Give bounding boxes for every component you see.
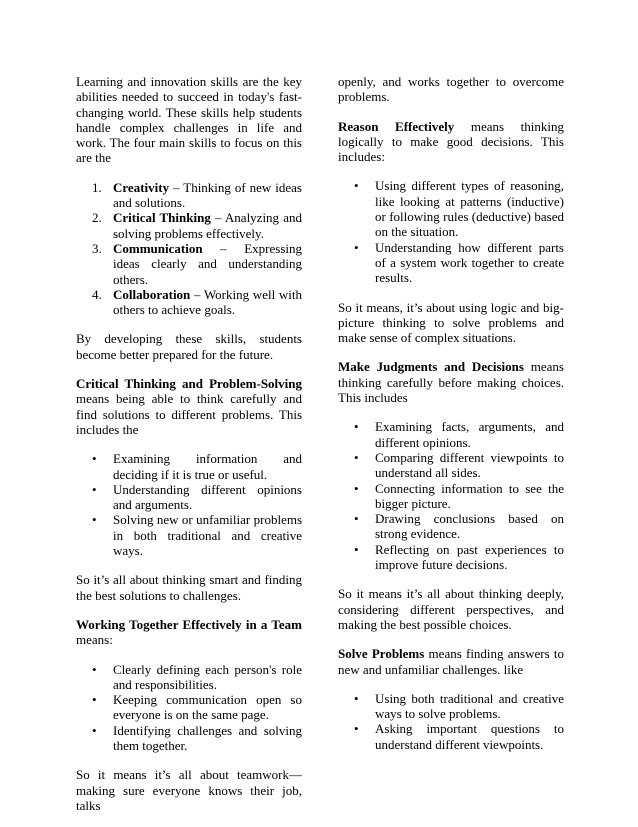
reason-paragraph: Reason Effectively means thinking logically to make good decisions. This includes: [338,118,565,165]
list-item: • Using both traditional and creative ways to solve problems. [354,690,564,722]
solve-paragraph: Solve Problems means finding answers to new and unfamiliar challenges. like [338,646,564,677]
list-item: 3. Communication – Expressing ideas clearly and understanding others. [92,240,302,287]
teamwork-paragraph: Working Together Effectively in a Team means: [76,616,302,648]
section-heading: Critical Thinking and Problem-Solving [76,376,302,392]
right-column [338,74,564,766]
list-item: • Identifying challenges and solving them together. [92,722,302,753]
teamwork-list [76,662,302,754]
list-item: • Drawing conclusions based on strong evidence. [354,511,564,542]
list-item: • Examining information and deciding if it is true or useful. [92,451,302,482]
critical-thinking-list [76,451,302,558]
list-item: • Understanding how different parts of a system work together to create results. [354,239,564,286]
developing-paragraph: By developing these skills, students become better prepared for the future. [76,331,302,362]
critical-thinking-summary: So it’s all about thinking smart and finding the best solutions to challenges. [76,572,302,603]
section-heading: Solve Problems [338,646,425,662]
list-item: 4. Collaboration – Working well with others to achieve goals. [92,286,302,318]
critical-thinking-paragraph: Critical Thinking and Problem-Solving means being able to think carefully and find solutions to different problems. This includes the [76,376,302,437]
judgments-summary: So it means it’s all about thinking deeply, considering different perspectives, and making the best possible choices. [338,586,564,632]
continued-paragraph: openly, and works together to overcome problems. [338,74,564,105]
list-item: • Comparing different viewpoints to understand all sides. [354,449,564,481]
section-heading: Working Together Effectively in a Team [76,616,302,632]
list-item: • Understanding different opinions and arguments. [92,481,302,513]
list-item: 1. Creativity – Thinking of new ideas and solutions. [92,179,302,211]
section-heading: Reason Effectively [338,118,455,134]
list-item: • Keeping communication open so everyone is on the same page. [92,692,302,723]
skills-list [76,180,302,318]
list-item: • Reflecting on past experiences to improve future decisions. [354,541,564,573]
list-item: • Solving new or unfamiliar problems in both traditional and creative ways. [92,512,302,559]
list-item: 2. Critical Thinking – Analyzing and solving problems effectively. [92,210,302,241]
list-item: • Examining facts, arguments, and different opinions. [354,419,564,450]
reason-list [338,178,564,285]
section-heading: Make Judgments and Decisions [338,359,524,375]
judgments-paragraph: Make Judgments and Decisions means thinking carefully before making choices. This includes [338,359,564,406]
list-item: • Using different types of reasoning, like looking at patterns (inductive) or following rules (deductive) based on the situation. [354,178,564,240]
solve-list [338,691,564,752]
teamwork-summary: So it means it’s all about teamwork—making sure everyone knows their job, talks [76,767,302,813]
reason-summary: So it means, it’s about using logic and big-picture thinking to solve problems and make sense of complex situations. [338,299,564,346]
judgments-list [338,419,564,572]
list-item: • Connecting information to see the bigger picture. [354,480,564,511]
intro-paragraph: Learning and innovation skills are the key abilities needed to succeed in today's fast-changing world. These skills help students handle complex challenges in life and work. The four main skills to focus on this are the [76,74,302,166]
list-item: • Clearly defining each person's role and responsibilities. [92,661,302,692]
list-item: • Asking important questions to understand different viewpoints. [354,721,564,752]
left-column [76,74,302,827]
